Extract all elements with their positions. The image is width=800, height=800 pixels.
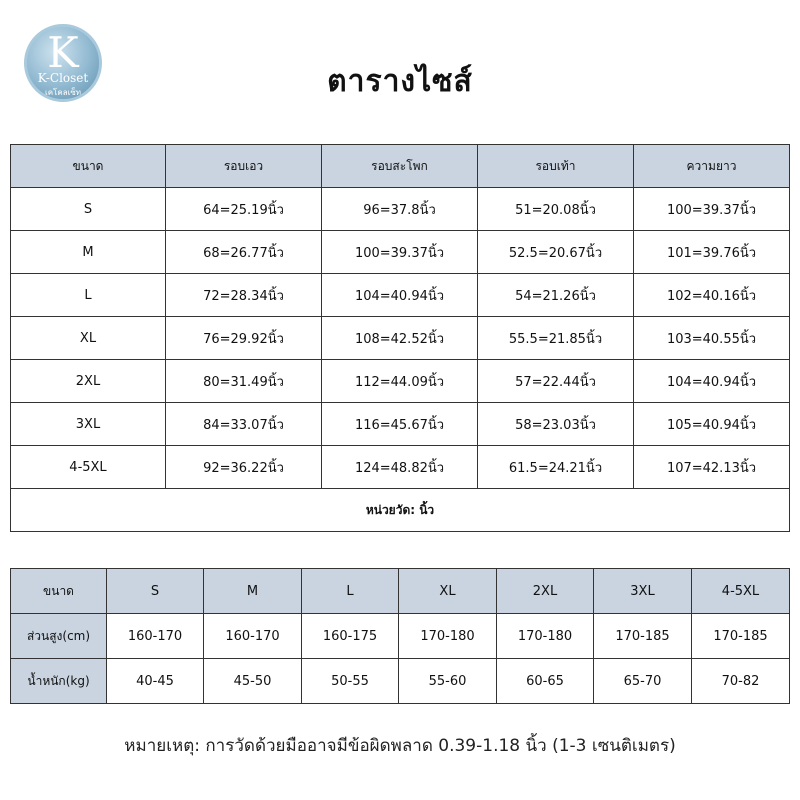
table-cell: 92=36.22นิ้ว — [166, 446, 322, 489]
logo-letter: K — [47, 28, 79, 77]
table-cell: 170-180 — [497, 614, 594, 659]
table-cell: 170-185 — [692, 614, 790, 659]
table-row — [11, 188, 790, 231]
table-row — [11, 659, 790, 704]
header-cell: ขนาด — [11, 569, 107, 614]
row-label-weight: น้ำหนัก(kg) — [11, 659, 107, 704]
table-cell: 55-60 — [399, 659, 497, 704]
table-cell: 70-82 — [692, 659, 790, 704]
header-cell: 4-5XL — [692, 569, 790, 614]
size-cell: L — [11, 274, 166, 317]
table-cell: 64=25.19นิ้ว — [166, 188, 322, 231]
body-fit-table — [10, 568, 790, 704]
table-cell: 112=44.09นิ้ว — [322, 360, 478, 403]
table-header-row — [11, 569, 790, 614]
size-cell: M — [11, 231, 166, 274]
table-cell: 68=26.77นิ้ว — [166, 231, 322, 274]
table-row — [11, 317, 790, 360]
header-cell: รอบสะโพก — [322, 145, 478, 188]
table-row — [11, 274, 790, 317]
table-cell: 104=40.94นิ้ว — [322, 274, 478, 317]
table-cell: 40-45 — [107, 659, 204, 704]
table-cell: 170-185 — [594, 614, 692, 659]
table-cell: 57=22.44นิ้ว — [478, 360, 634, 403]
table-row — [11, 360, 790, 403]
table-cell: 103=40.55นิ้ว — [634, 317, 790, 360]
table-cell: 116=45.67นิ้ว — [322, 403, 478, 446]
table-cell: 76=29.92นิ้ว — [166, 317, 322, 360]
table-cell: 107=42.13นิ้ว — [634, 446, 790, 489]
table-cell: 100=39.37นิ้ว — [634, 188, 790, 231]
table-cell: 108=42.52นิ้ว — [322, 317, 478, 360]
table-cell: 160-170 — [204, 614, 302, 659]
table-cell: 65-70 — [594, 659, 692, 704]
table-row — [11, 403, 790, 446]
size-cell: XL — [11, 317, 166, 360]
measurement-note: หมายเหตุ: การวัดด้วยมืออาจมีข้อผิดพลาด 0.39-1.18 นิ้ว (1-3 เซนติเมตร) — [124, 736, 676, 756]
table-cell: 170-180 — [399, 614, 497, 659]
header-cell: XL — [399, 569, 497, 614]
table-cell: 58=23.03นิ้ว — [478, 403, 634, 446]
header-cell: L — [302, 569, 399, 614]
header-cell: ความยาว — [634, 145, 790, 188]
size-cell: 3XL — [11, 403, 166, 446]
table-cell: 51=20.08นิ้ว — [478, 188, 634, 231]
table-cell: 105=40.94นิ้ว — [634, 403, 790, 446]
table-header-row — [11, 145, 790, 188]
header-cell: 2XL — [497, 569, 594, 614]
size-cell: 4-5XL — [11, 446, 166, 489]
table-cell: 102=40.16นิ้ว — [634, 274, 790, 317]
table-cell: 54=21.26นิ้ว — [478, 274, 634, 317]
header-cell: รอบเท้า — [478, 145, 634, 188]
table-row — [11, 614, 790, 659]
table-cell: 80=31.49นิ้ว — [166, 360, 322, 403]
size-measurement-table — [10, 144, 790, 532]
table-cell: 55.5=21.85นิ้ว — [478, 317, 634, 360]
table-cell: 45-50 — [204, 659, 302, 704]
table-cell: 104=40.94นิ้ว — [634, 360, 790, 403]
table-cell: 124=48.82นิ้ว — [322, 446, 478, 489]
table-cell: 52.5=20.67นิ้ว — [478, 231, 634, 274]
header-cell: S — [107, 569, 204, 614]
header-cell: 3XL — [594, 569, 692, 614]
table-cell: 61.5=24.21นิ้ว — [478, 446, 634, 489]
table-row — [11, 446, 790, 489]
header-cell: รอบเอว — [166, 145, 322, 188]
row-label-height: ส่วนสูง(cm) — [11, 614, 107, 659]
table-cell: 60-65 — [497, 659, 594, 704]
table-cell: 101=39.76นิ้ว — [634, 231, 790, 274]
unit-note-row — [11, 489, 790, 532]
size-cell: 2XL — [11, 360, 166, 403]
page-title: ตารางไซส์ — [327, 64, 473, 99]
table-cell: 160-170 — [107, 614, 204, 659]
header-cell: M — [204, 569, 302, 614]
table-cell: 96=37.8นิ้ว — [322, 188, 478, 231]
table-cell: 84=33.07นิ้ว — [166, 403, 322, 446]
size-cell: S — [11, 188, 166, 231]
logo-subtitle: เคโคลเซ็ท — [44, 88, 82, 97]
table-cell: 72=28.34นิ้ว — [166, 274, 322, 317]
table-cell: 160-175 — [302, 614, 399, 659]
header-cell: ขนาด — [11, 145, 166, 188]
table-cell: 100=39.37นิ้ว — [322, 231, 478, 274]
table-row — [11, 231, 790, 274]
unit-note: หน่วยวัด: นิ้ว — [11, 489, 790, 532]
logo-name: K-Closet — [37, 71, 89, 85]
table-cell: 50-55 — [302, 659, 399, 704]
